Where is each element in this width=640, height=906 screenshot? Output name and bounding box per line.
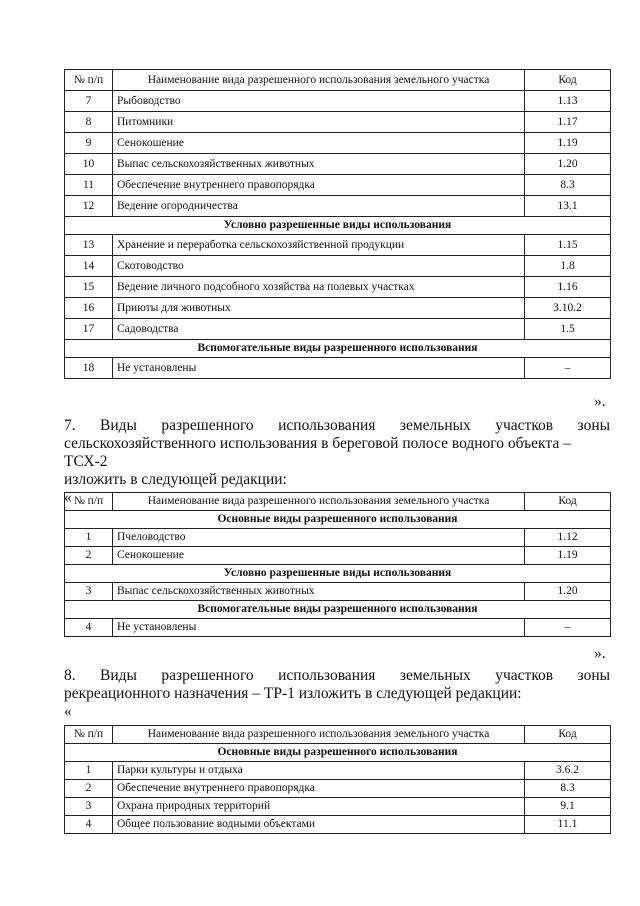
section-heading: Условно разрешенные виды использования — [65, 565, 611, 583]
row-code: – — [525, 358, 611, 379]
row-number: 8 — [65, 112, 113, 133]
row-code: 13.1 — [525, 196, 611, 217]
closing-quote: ». — [594, 393, 606, 410]
table-row — [65, 798, 611, 816]
paragraph-word: использования — [278, 667, 376, 684]
row-name: Обеспечение внутреннего правопорядка — [113, 175, 525, 196]
row-name: Питомники — [113, 112, 525, 133]
section-row — [65, 217, 611, 235]
row-name: Сенокошение — [113, 547, 525, 565]
table-row — [65, 112, 611, 133]
paragraph-word: использования — [278, 417, 376, 434]
row-code: 1.12 — [525, 529, 611, 547]
paragraph-word: участков — [495, 417, 554, 434]
table-row — [65, 175, 611, 196]
row-name: Сенокошение — [113, 133, 525, 154]
section-heading: Вспомогательные виды разрешенного использования — [65, 340, 611, 358]
table-header-row — [65, 726, 611, 744]
row-number: 3 — [65, 798, 113, 816]
table-row — [65, 780, 611, 798]
paragraph-word: 8. Виды — [64, 667, 137, 684]
table-row — [65, 91, 611, 112]
row-number: 15 — [65, 277, 113, 298]
paragraph-8-line-1 — [64, 667, 610, 685]
row-name: Выпас сельскохозяйственных животных — [113, 154, 525, 175]
paragraph-8 — [64, 667, 610, 721]
section-heading: Основные виды разрешенного использования — [65, 511, 611, 529]
section-heading: Условно разрешенные виды использования — [65, 217, 611, 235]
row-code: 1.13 — [525, 91, 611, 112]
paragraph-8-line-2: рекреационного назначения – ТР-1 изложить в следующей редакции: — [64, 685, 522, 702]
paragraph-word: земельных — [399, 667, 471, 684]
paragraph-word: зоны — [577, 417, 611, 434]
row-code: 1.19 — [525, 133, 611, 154]
row-code: 1.19 — [525, 547, 611, 565]
row-name: Парки культуры и отдыха — [113, 762, 525, 780]
col-name-header: Наименование вида разрешенного использования земельного участка — [113, 70, 525, 91]
section-row — [65, 565, 611, 583]
table-row — [65, 277, 611, 298]
row-code: 1.8 — [525, 256, 611, 277]
row-number: 3 — [65, 583, 113, 601]
section-row — [65, 511, 611, 529]
table-row — [65, 547, 611, 565]
row-name: Приюты для животных — [113, 298, 525, 319]
table-header-row — [65, 493, 611, 511]
table-row — [65, 235, 611, 256]
row-name: Не установлены — [113, 619, 525, 637]
section-row — [65, 340, 611, 358]
row-number: 4 — [65, 816, 113, 834]
table-row — [65, 154, 611, 175]
row-code: 11.1 — [525, 816, 611, 834]
row-name: Выпас сельскохозяйственных животных — [113, 583, 525, 601]
paragraph-7-line-1 — [64, 417, 610, 435]
row-number: 11 — [65, 175, 113, 196]
table-row — [65, 298, 611, 319]
row-code: 1.20 — [525, 583, 611, 601]
row-name: Ведение личного подсобного хозяйства на полевых участках — [113, 277, 525, 298]
col-name-header: Наименование вида разрешенного использования земельного участка — [113, 726, 525, 744]
paragraph-word: участков — [495, 667, 554, 684]
land-use-table-tsh — [64, 69, 611, 379]
col-code-header: Код — [525, 70, 611, 91]
table-row — [65, 619, 611, 637]
row-number: 7 — [65, 91, 113, 112]
table-row — [65, 133, 611, 154]
row-number: 9 — [65, 133, 113, 154]
row-name: Охрана природных территорий — [113, 798, 525, 816]
col-num-header: № п/п — [65, 70, 113, 91]
row-code: 8.3 — [525, 175, 611, 196]
row-name: Ведение огородничества — [113, 196, 525, 217]
row-name: Скотоводство — [113, 256, 525, 277]
row-name: Рыбоводство — [113, 91, 525, 112]
paragraph-word: разрешенного — [161, 417, 254, 434]
row-number: 1 — [65, 529, 113, 547]
row-number: 16 — [65, 298, 113, 319]
closing-quote: ». — [594, 645, 606, 662]
table-row — [65, 358, 611, 379]
paragraph-word: разрешенного — [161, 667, 254, 684]
row-number: 13 — [65, 235, 113, 256]
row-number: 18 — [65, 358, 113, 379]
paragraph-word: зоны — [577, 667, 611, 684]
row-number: 1 — [65, 762, 113, 780]
table-header-row — [65, 70, 611, 91]
paragraph-word: земельных — [399, 417, 471, 434]
section-heading: Основные виды разрешенного использования — [65, 744, 611, 762]
row-code: 8.3 — [525, 780, 611, 798]
section-heading: Вспомогательные виды разрешенного использования — [65, 601, 611, 619]
section-row — [65, 601, 611, 619]
row-code: 1.17 — [525, 112, 611, 133]
row-name: Не установлены — [113, 358, 525, 379]
table-row — [65, 196, 611, 217]
row-code: 1.15 — [525, 235, 611, 256]
table-row — [65, 256, 611, 277]
row-name: Общее пользование водными объектами — [113, 816, 525, 834]
paragraph-7-line-2: сельскохозяйственного использования в береговой полосе водного объекта – ТСХ-2 — [64, 435, 571, 470]
row-name: Хранение и переработка сельскохозяйственной продукции — [113, 235, 525, 256]
table-row — [65, 762, 611, 780]
opening-quote: « — [64, 489, 72, 506]
paragraph-7-line-3: изложить в следующей редакции: — [64, 471, 287, 488]
row-code: 3.10.2 — [525, 298, 611, 319]
col-name-header: Наименование вида разрешенного использования земельного участка — [113, 493, 525, 511]
row-number: 12 — [65, 196, 113, 217]
row-number: 2 — [65, 780, 113, 798]
table-row — [65, 816, 611, 834]
row-number: 14 — [65, 256, 113, 277]
table-row — [65, 529, 611, 547]
row-code: 3.6.2 — [525, 762, 611, 780]
row-number: 4 — [65, 619, 113, 637]
col-code-header: Код — [525, 493, 611, 511]
row-code: – — [525, 619, 611, 637]
row-name: Обеспечение внутреннего правопорядка — [113, 780, 525, 798]
table-row — [65, 583, 611, 601]
row-name: Садоводства — [113, 319, 525, 340]
opening-quote: « — [64, 703, 72, 720]
col-num-header: № п/п — [65, 726, 113, 744]
row-code: 1.20 — [525, 154, 611, 175]
row-number: 10 — [65, 154, 113, 175]
paragraph-word: 7. Виды — [64, 417, 137, 434]
col-num-header: № п/п — [65, 493, 113, 511]
section-row — [65, 744, 611, 762]
row-code: 9.1 — [525, 798, 611, 816]
row-code: 1.16 — [525, 277, 611, 298]
land-use-table-tsh2 — [64, 492, 611, 637]
col-code-header: Код — [525, 726, 611, 744]
row-code: 1.5 — [525, 319, 611, 340]
table-row — [65, 319, 611, 340]
row-number: 17 — [65, 319, 113, 340]
row-number: 2 — [65, 547, 113, 565]
row-name: Пчеловодство — [113, 529, 525, 547]
land-use-table-tr1 — [64, 725, 611, 834]
